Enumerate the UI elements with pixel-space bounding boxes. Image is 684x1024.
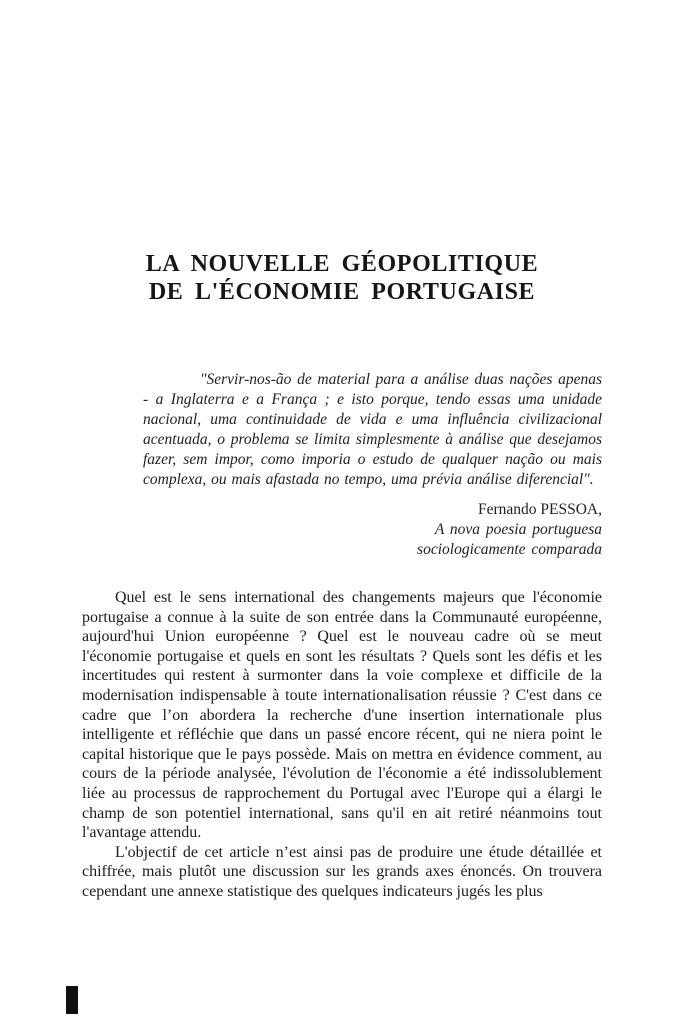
article-title-line1: LA NOUVELLE GÉOPOLITIQUE [145, 251, 539, 277]
epigraph-attribution [82, 500, 602, 560]
page-content [82, 0, 602, 902]
article-title [82, 250, 602, 306]
body-paragraph-2: L'objectif de cet article n’est ainsi pas de produire une étude détaillée et chiffrée, mais plutôt une discussion sur les grands axes énoncés. On trouvera cependant une annexe statistique des quelques indicateurs jugés les plus [82, 843, 602, 900]
body-paragraph-1: Quel est le sens international des changements majeurs que l'économie portugaise a connue à la suite de son entrée dans la Communauté européenne, aujourd'hui Union européenne ? Quel est le nouveau cadre où se meut l'économie portugaise et quels en sont les résultats ? Quels sont les défis et les incertitudes qui restent à surmonter dans la voie complexe et difficile de la modernisation indispensable à toute internationalisation réussie ? C'est dans ce cadre que l’on abordera la recherche d'une insertion internationale plus intelligente et réfléchie que dans un passé encore récent, qui ne niera point le capital historique que le pays possède. Mais on mettra en évidence comment, au cours de la période analysée, l'évolution de l'économie a été indissolublement liée au processus de rapprochement du Portugal avec l'Europe qui a élargi le champ de son potentiel international, sans qu'il en ait retiré néanmoins tout l'avantage attendu. [82, 589, 602, 842]
epigraph-quote: "Servir-nos-ão de material para a análise duas nações apenas - a Inglaterra e a França ; e isto porque, tendo essas uma unidade nacional, uma continuidade de vida e uma influência civilizacional acentuada, o problema se limita simplesmente à análise que desejamos fazer, sem impor, como imporia o estudo de qualquer nação ou mais complexa, ou mais afastada no tempo, uma prévia análise diferencial". [143, 371, 602, 488]
epigraph-author: Fernando PESSOA, [477, 501, 602, 518]
epigraph-work-title: A nova poesia portuguesa [434, 521, 602, 538]
article-title-line2: DE L'ÉCONOMIE PORTUGAISE [148, 279, 536, 305]
scan-artifact-bar [66, 986, 78, 1014]
epigraph-work-subtitle: sociologicamente comparada [417, 541, 602, 558]
